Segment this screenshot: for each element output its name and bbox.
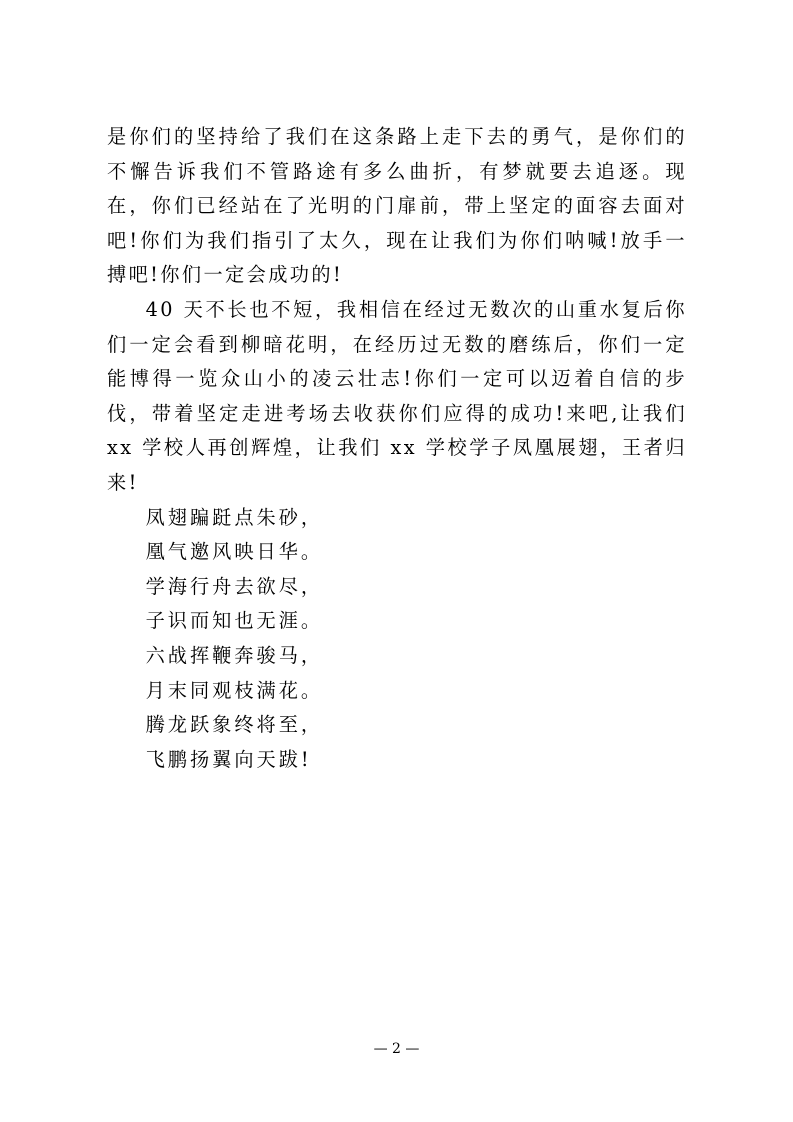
poem-line: 月末同观枝满花。 [145, 678, 324, 702]
document-body [107, 120, 687, 777]
page-number: — 2 — [373, 1041, 420, 1057]
acrostic-poem [107, 501, 687, 778]
poem-line: 腾龙跃象终将至， [145, 713, 324, 737]
paragraph-continuation: 是你们的坚持给了我们在这条路上走下去的勇气，是你们的不懈告诉我们不管路途有多么曲折，有梦就要去追逐。现在，你们已经站在了光明的门扉前，带上坚定的面容去面对吧!你们为我们指引了太久，现在让我们为你们呐喊!放手一搏吧!你们一定会成功的! [107, 125, 687, 287]
poem-line: 子识而知也无涯。 [145, 609, 324, 633]
poem-line: 飞鹏扬翼向天跋! [145, 747, 312, 771]
poem-line: 六战挥鞭奔骏马， [145, 643, 324, 667]
poem-line: 学海行舟去欲尽， [145, 574, 324, 598]
paragraph-encouragement: 40 天不长也不短，我相信在经过无数次的山重水复后你们一定会看到柳暗花明，在经历过无数的磨练后，你们一定能博得一览众山小的凌云壮志!你们一定可以迈着自信的步伐，带着坚定走进考场去收获你们应得的成功!来吧,让我们 xx 学校人再创辉煌，让我们 xx 学校学子凤凰展翅，王者归来! [107, 297, 687, 494]
poem-line: 凤翅蹁跹点朱砂， [145, 505, 324, 529]
poem-line: 凰气邀风映日华。 [145, 540, 324, 564]
